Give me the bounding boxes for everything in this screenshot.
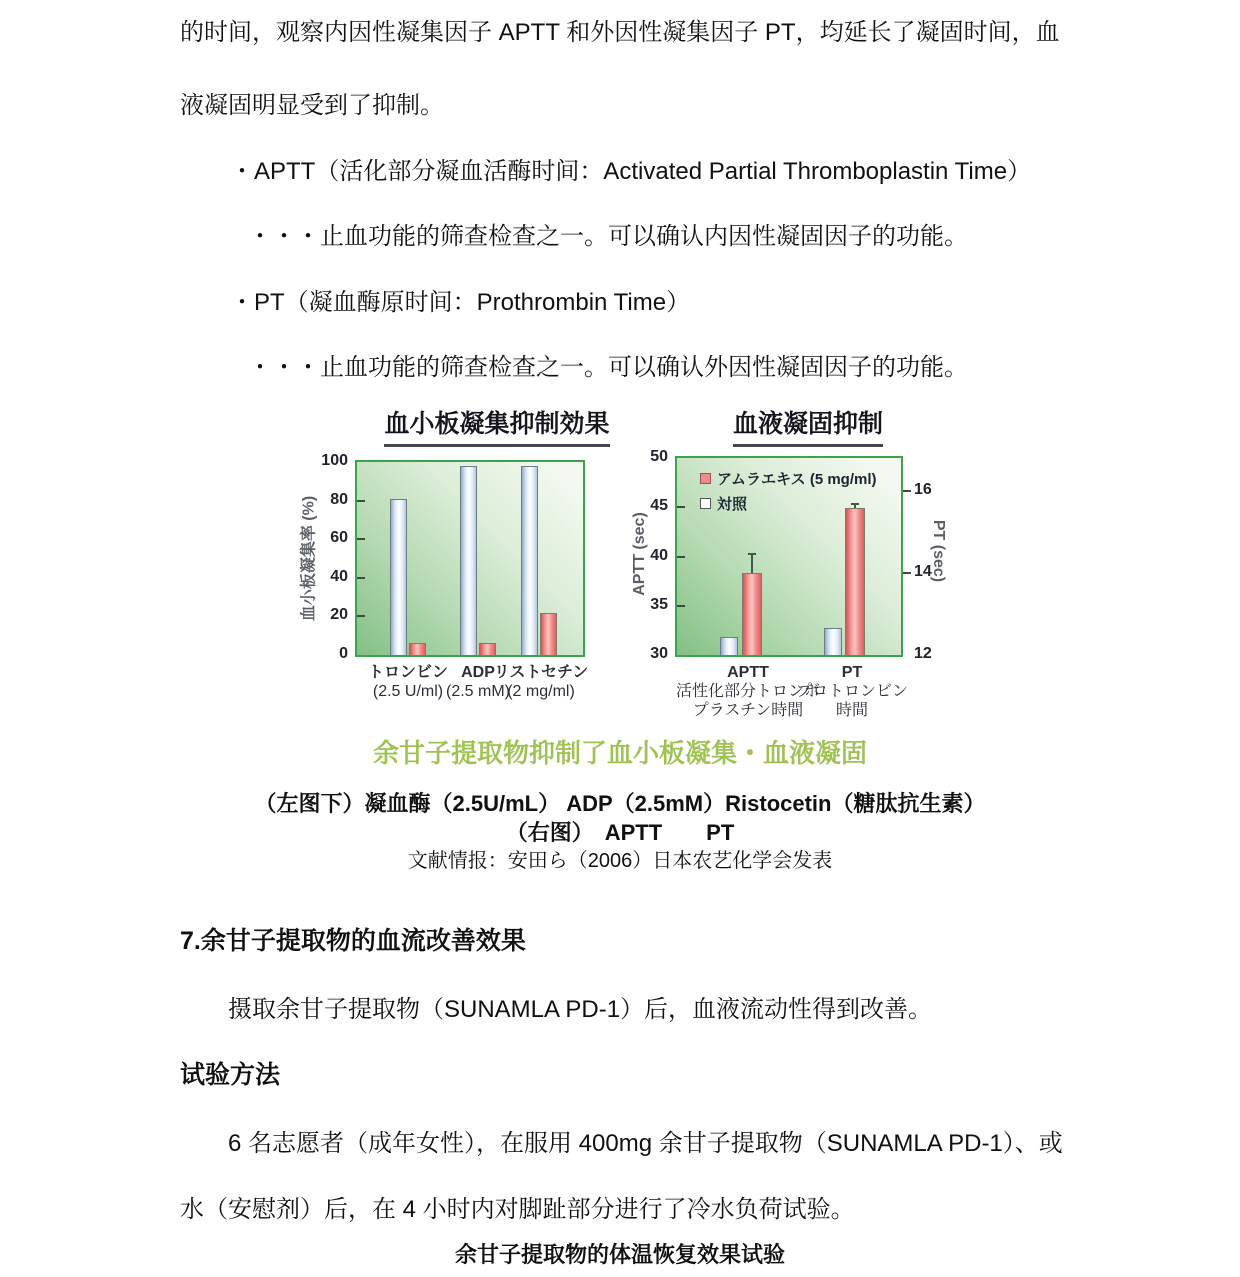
- chart1-category-2-name: リストセチン: [493, 664, 589, 681]
- chart1-control-bar-0: [390, 499, 407, 655]
- chart2-legend-swatch-red: [700, 473, 711, 484]
- chart1-category-2: [451, 663, 631, 701]
- figure-caption-green: 余甘子提取物抑制了血小板凝集・血液凝固: [372, 738, 867, 768]
- chart1-y-axis-label: 血小板凝集率 (%): [300, 495, 318, 622]
- chart1-ytick-100: 100: [321, 452, 348, 469]
- body-line-1: 的时间，观察内因性凝集因子 APTT 和外因性凝集因子 PT，均延长了凝固时间，血: [180, 19, 1060, 46]
- chart2-control-bar-0: [720, 637, 738, 655]
- chart1-category-1-name: ADP: [461, 664, 495, 681]
- section7-heading: 7.余甘子提取物的血流改善效果: [180, 927, 526, 955]
- method-line-2: 水（安慰剂）后，在 4 小时内对脚趾部分进行了冷水负荷试验。: [180, 1196, 855, 1223]
- bullet-aptt: ・APTT（活化部分凝血活酶时间：Activated Partial Thromboplastin Time）: [230, 158, 1032, 185]
- chart2-legend-row-0: [700, 468, 877, 489]
- chart1-control-bar-2: [521, 466, 538, 655]
- chart2-left-axis-label: APTT (sec): [631, 512, 648, 596]
- chart2-category-0-name: APTT: [727, 664, 769, 681]
- chart2-right-axis-label: PT (sec): [930, 519, 947, 583]
- bullet-aptt-desc: ・・・止血功能的筛查检查之一。可以确认内因性凝固因子的功能。: [248, 223, 968, 250]
- bullet-pt: ・PT（凝血酶原时间：Prothrombin Time）: [230, 289, 691, 316]
- chart2-title: 血液凝固抑制: [733, 404, 883, 447]
- chart2-left-ytick-30: 30: [650, 645, 668, 662]
- chart1-ytick-20: 20: [330, 606, 348, 624]
- chart2-control-bar-1: [824, 628, 842, 655]
- chart1-ytickmark-80: [357, 500, 365, 502]
- chart2-legend-label-1: 対照: [717, 496, 748, 513]
- figure-caption-line1: （左图下）凝血酶（2.5U/mL） ADP（2.5mM）Ristocetin（糖肽抗生素）: [254, 791, 986, 816]
- chart2-category-1-name: PT: [841, 664, 863, 681]
- chart2-treated-bar-1: [845, 508, 865, 655]
- body-line-2: 液凝固明显受到了抑制。: [180, 92, 444, 119]
- chart1-ytickmark-20: [357, 615, 365, 617]
- chart1-ytick-80: 80: [330, 490, 348, 508]
- chart1-treated-bar-2: [540, 613, 557, 655]
- chart1-category-0-name: トロンビン: [367, 664, 448, 681]
- chart2-left-ytickmark-45: [677, 506, 685, 508]
- chart1-treated-bar-1: [479, 643, 496, 655]
- chart2-treated-errorbar-0-line: [751, 553, 753, 574]
- chart2-category-1-sub-0: プロトロンビン: [795, 683, 908, 700]
- bottom-heading: 余甘子提取物的体温恢复效果试验: [454, 1242, 785, 1267]
- chart1-ytick-60: 60: [330, 529, 348, 547]
- chart2-legend-row-1: [700, 493, 877, 514]
- chart2-plot-area: [675, 456, 903, 657]
- chart1-control-bar-1: [460, 466, 477, 655]
- chart2-legend-swatch-white: [700, 498, 711, 509]
- section7-paragraph: 摄取余甘子提取物（SUNAMLA PD-1）后，血液流动性得到改善。: [228, 996, 933, 1023]
- chart2-right-ytickmark-16: [903, 490, 911, 492]
- chart1-ytickmark-60: [357, 538, 365, 540]
- figure-caption-source: 文献情报：安田ら（2006）日本农艺化学会发表: [407, 850, 833, 872]
- chart1-category-0-sub-0: (2.5 U/ml): [372, 683, 444, 700]
- chart1-treated-bar-0: [409, 643, 426, 655]
- chart1-ytick-0: 0: [339, 645, 348, 662]
- chart2-legend: [700, 468, 877, 518]
- chart2-right-ytick-16: 16: [914, 481, 932, 499]
- chart2-right-ytick-14: 14: [914, 563, 932, 581]
- bullet-pt-desc: ・・・止血功能的筛查检查之一。可以确认外因性凝固因子的功能。: [248, 354, 968, 381]
- chart1-category-2-sub-0: (2 mg/ml): [507, 683, 575, 700]
- chart2-legend-label-0: アムラエキス (5 mg/ml): [717, 471, 877, 488]
- method-line-1: 6 名志愿者（成年女性），在服用 400mg 余甘子提取物（SUNAMLA PD-1）、或: [228, 1130, 1063, 1157]
- chart2-left-ytick-40: 40: [650, 546, 668, 564]
- chart1-ytick-40: 40: [330, 567, 348, 585]
- chart2-treated-errorbar-0-cap: [748, 553, 756, 555]
- chart2-left-ytickmark-35: [677, 605, 685, 607]
- chart1-title: 血小板凝集抑制効果: [384, 404, 610, 447]
- chart2-right-ytickmark-14: [903, 572, 911, 574]
- chart2-category-0-sub-0: 活性化部分トロンボ: [675, 683, 820, 700]
- chart2-category-0-sub-1: プラスチン時間: [692, 702, 804, 719]
- chart2-left-ytickmark-40: [677, 556, 685, 558]
- method-heading: 试验方法: [180, 1061, 281, 1089]
- chart1-ytickmark-40: [357, 577, 365, 579]
- chart2-left-ytick-45: 45: [650, 497, 668, 515]
- chart1-plot-area: [355, 460, 585, 657]
- chart2-category-1-sub-1: 時間: [835, 702, 868, 719]
- chart2-right-ytick-12: 12: [914, 645, 932, 662]
- chart2-left-ytick-35: 35: [650, 595, 668, 613]
- chart2-left-ytick-50: 50: [650, 448, 668, 465]
- chart1-category-1-sub-0: (2.5 mM): [446, 683, 510, 700]
- chart2-category-1: [762, 663, 942, 720]
- figure-caption-line2: （右图） APTT PT: [505, 820, 735, 845]
- chart2-treated-bar-0: [742, 573, 762, 655]
